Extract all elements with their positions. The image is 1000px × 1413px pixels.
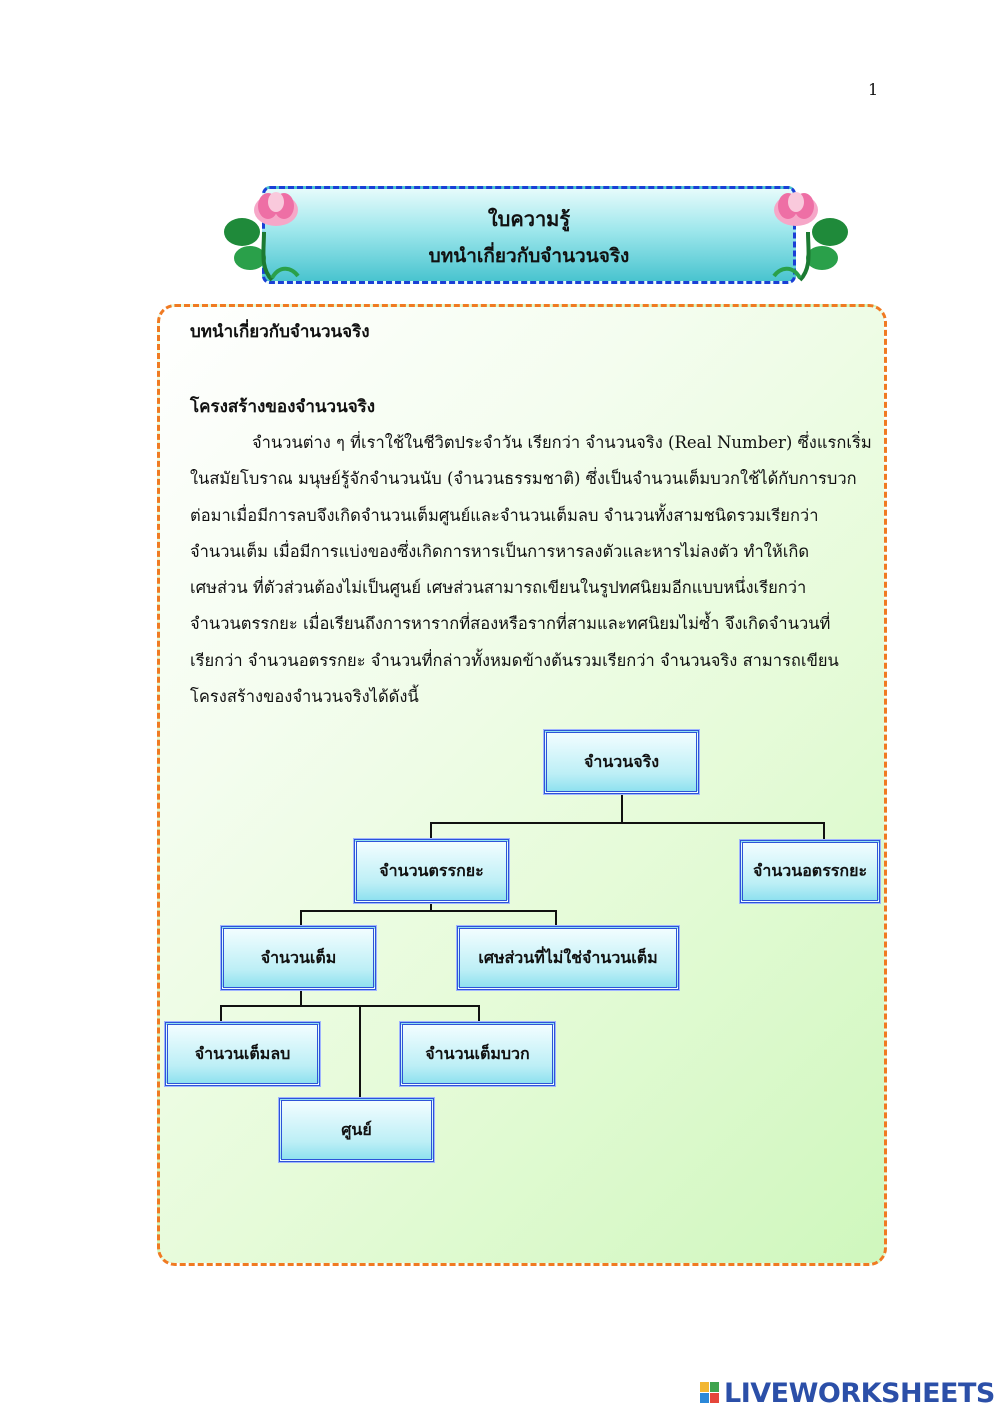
title-banner — [262, 186, 796, 284]
banner-title: ใบความรู้ — [487, 207, 571, 231]
paragraph-line: จำนวนเต็ม เมื่อมีการแบ่งของซึ่งเกิดการหารเป็นการหารลงตัวและหารไม่ลงตัว ทำให้เกิด — [190, 542, 810, 561]
connector-line — [300, 910, 556, 912]
connector-line — [555, 910, 557, 927]
banner-subtitle: บทนำเกี่ยวกับจำนวนจริง — [428, 245, 630, 267]
flower-decoration-right — [766, 188, 852, 284]
paragraph-line: ในสมัยโบราณ มนุษย์รู้จักจำนวนนับ (จำนวนธรรมชาติ) ซึ่งเป็นจำนวนเต็มบวกใช้ได้กับการบวก — [190, 469, 857, 488]
node-rational-number: จำนวนตรรกยะ — [354, 839, 509, 903]
section-heading: โครงสร้างของจำนวนจริง — [190, 397, 376, 417]
liveworksheets-logo-icon — [700, 1382, 720, 1404]
flower-decoration-left — [220, 188, 306, 284]
connector-line — [300, 910, 302, 927]
node-positive-integer: จำนวนเต็มบวก — [400, 1022, 555, 1086]
connector-line — [478, 1005, 480, 1023]
node-negative-integer: จำนวนเต็มลบ — [165, 1022, 320, 1086]
page-number: 1 — [868, 80, 879, 99]
connector-line — [823, 822, 825, 840]
paragraph-line: ต่อมาเมื่อมีการลบจึงเกิดจำนวนเต็มศูนย์และจำนวนเต็มลบ จำนวนทั้งสามชนิดรวมเรียกว่า — [190, 506, 819, 525]
connector-line — [621, 793, 623, 822]
paragraph-line: โครงสร้างของจำนวนจริงได้ดังนี้ — [190, 687, 419, 706]
paragraph-line: เรียกว่า จำนวนอตรรกยะ จำนวนที่กล่าวทั้งหมดข้างต้นรวมเรียกว่า จำนวนจริง สามารถเขียน — [190, 651, 839, 670]
connector-line — [430, 822, 432, 840]
content-heading: บทนำเกี่ยวกับจำนวนจริง — [190, 322, 370, 342]
connector-line — [220, 1005, 479, 1007]
connector-line — [359, 1005, 361, 1099]
node-irrational-number: จำนวนอตรรกยะ — [740, 840, 880, 903]
node-zero: ศูนย์ — [279, 1098, 434, 1162]
connector-line — [430, 822, 824, 824]
node-non-integer-fraction: เศษส่วนที่ไม่ใช่จำนวนเต็ม — [457, 926, 679, 990]
paragraph-line: เศษส่วน ที่ตัวส่วนต้องไม่เป็นศูนย์ เศษส่วนสามารถเขียนในรูปทศนิยมอีกแบบหนึ่งเรียกว่า — [190, 578, 807, 597]
node-real-number: จำนวนจริง — [544, 730, 699, 794]
connector-line — [300, 989, 302, 1005]
paragraph-line: จำนวนตรรกยะ เมื่อเรียนถึงการหารากที่สองหรือรากที่สามและทศนิยมไม่ซ้ำ จึงเกิดจำนวนที่ — [190, 614, 831, 633]
connector-line — [220, 1005, 222, 1023]
paragraph-line: จำนวนต่าง ๆ ที่เราใช้ในชีวิตประจำวัน เรียกว่า จำนวนจริง (Real Number) ซึ่งแรกเริ่ม — [252, 433, 872, 452]
liveworksheets-brand: LIVEWORKSHEETS — [724, 1378, 995, 1409]
node-integer: จำนวนเต็ม — [221, 926, 376, 990]
